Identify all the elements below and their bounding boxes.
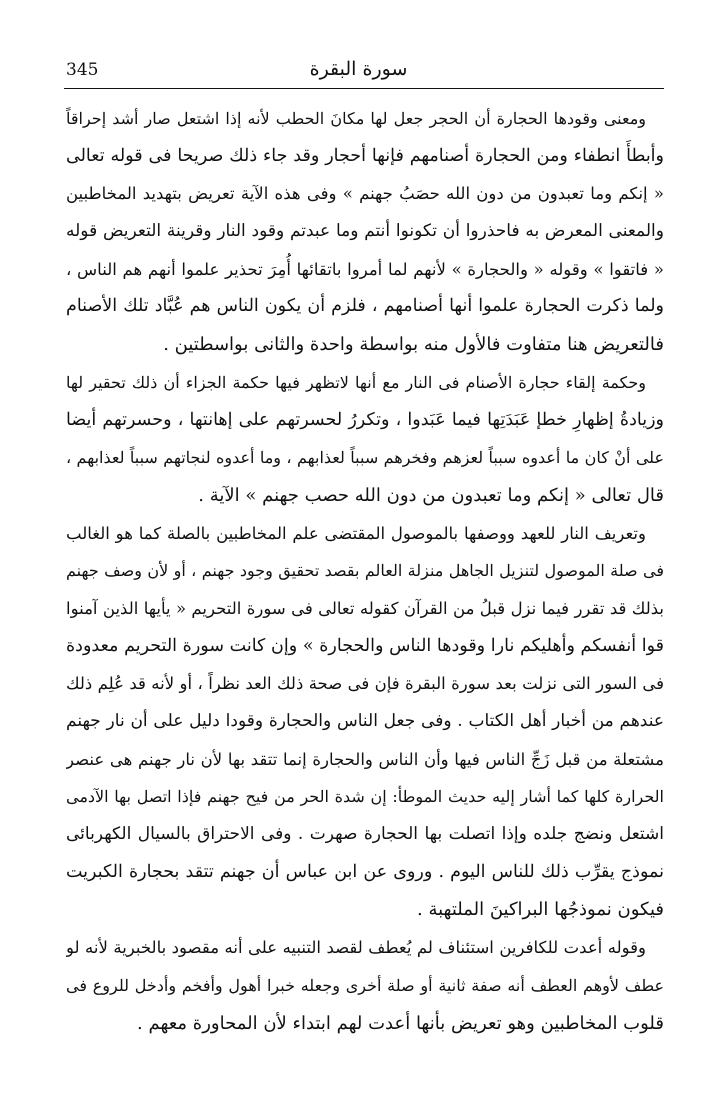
text-line: ولما ذكرت الحجارة علموا أنها أصنامهم ، فلزم أن يكون الناس هم عُبَّاد تلك الأصنام <box>66 296 664 317</box>
text-line: وقوله أعدت للكافرين استئناف لم يُعطف لقصد التنبيه على أنه مقصود بالخبرية لأنه لو <box>66 938 646 958</box>
text-line: « إنكم وما تعبدون من دون الله حصَبُ جهنم » وفى هذه الآية تعريض بتهديد المخاطبين <box>66 184 664 204</box>
page-body <box>66 100 664 1042</box>
text-line: وأبطأَ انطفاء ومن الحجارة أصنامهم فإنها أحجار وقد جاء ذلك صريحا فى قوله تعالى <box>66 145 664 166</box>
text-line: نموذج يقرِّب ذلك للناس اليوم . وروى عن ابن عباس أن جهنم تتقد بحجارة الكبريت <box>66 861 664 882</box>
text-line: فيكون نموذجُها البراكينَ الملتهبة . <box>417 899 664 921</box>
text-line: فى صلة الموصول لتنزيل الجاهل منزلة العالم بقصد تحقيق وجود جهنم ، أو لأن وصف جهنم <box>66 561 664 581</box>
paragraph-2 <box>66 364 664 515</box>
text-line: اشتعل ونضج جلده وإذا اتصلت بها الحجارة صهرت . وفى الاحتراق بالسيال الكهربائى <box>66 824 664 845</box>
text-line: قلوب المخاطبين وهو تعريض بأنها أعدت لهم ابتداء لأن المحاورة معهم . <box>137 1012 664 1034</box>
text-line: فالتعريض هنا متفاوت فالأول منه بواسطة واحدة والثانى بواسطتين . <box>163 334 664 356</box>
paragraph-4 <box>66 929 664 1042</box>
text-line: مشتعلة من قبل زَجِّ الناس فيها وأن الناس والحجارة إنما تتقد بها لأن نار جهنم هى عنصر <box>66 749 664 769</box>
text-line: وحكمة إلقاء حجارة الأصنام فى النار مع أنها لاتظهر فيها حكمة الجزاء أن ذلك تحقير لها <box>66 372 646 392</box>
text-line: قال تعالى « إنكم وما تعبدون من دون الله حصب جهنم » الآية . <box>198 484 664 506</box>
text-line: « فاتقوا » وقوله « والحجارة » لأنهم لما أمروا باتقائها أُمِرَ تحذير علموا أنهم هم الناس ، <box>66 259 664 279</box>
paragraph-1 <box>66 100 664 364</box>
text-line: وتعريف النار للعهد ووصفها بالموصول المقتضى علم المخاطبين بالصلة كما هو الغالب <box>66 523 646 543</box>
text-line: والمعنى المعرض به فاحذروا أن تكونوا أنتم وما عبدتم وقود النار وقرينة التعريض قوله <box>66 221 664 242</box>
text-line: فى السور التى نزلت بعد سورة البقرة فإن فى صحة ذلك العد نظراً ، أو لأنه قد عُلِم ذلك <box>66 674 664 694</box>
text-line: ومعنى وقودها الحجارة أن الحجر جعل لها مكانَ الحطب لأنه إذا اشتعل صار أشد إحراقاً <box>66 109 646 128</box>
text-line: وزيادةُ إظهارِ خطإ عَبَدَتِها فيما عَبَدوا ، وتكررُ لحسرتهم على إهانتها ، وحسرتهم أيضا <box>66 409 664 430</box>
text-line: عطف لأوهم العطف أنه صفة ثانية أو صلة أخرى وجعله خبرا أهول وأفخم وأدخل للروع فى <box>66 975 664 995</box>
paragraph-3 <box>66 515 664 930</box>
text-line: عندهم من أخبار أهل الكتاب . وفى جعل الناس والحجارة وقودا دليل على أن نار جهنم <box>66 711 664 731</box>
text-line: الحرارة كلها كما أشار إليه حديث الموطأ: إن شدة الحر من فيح جهنم فإذا اتصل بها الآدمى <box>66 787 664 807</box>
text-line: على أنْ كان ما أعدوه سبباً لعزهم وفخرهم سبباً لعذابهم ، وما أعدوه لنجاتهم سبباً لعذابهم ، <box>66 448 664 468</box>
running-head-title: سورة البقرة <box>309 58 408 80</box>
text-line: بذلك قد تقرر فيما نزل قبلُ من القرآن كقوله تعالى فى سورة التحريم « يأيها الذين آمنوا <box>66 598 664 618</box>
page-number: 345 <box>66 60 99 80</box>
header-rule <box>64 88 664 89</box>
text-line: قوا أنفسكم وأهليكم نارا وقودها الناس والحجارة » وإن كانت سورة التحريم معدودة <box>66 635 664 656</box>
